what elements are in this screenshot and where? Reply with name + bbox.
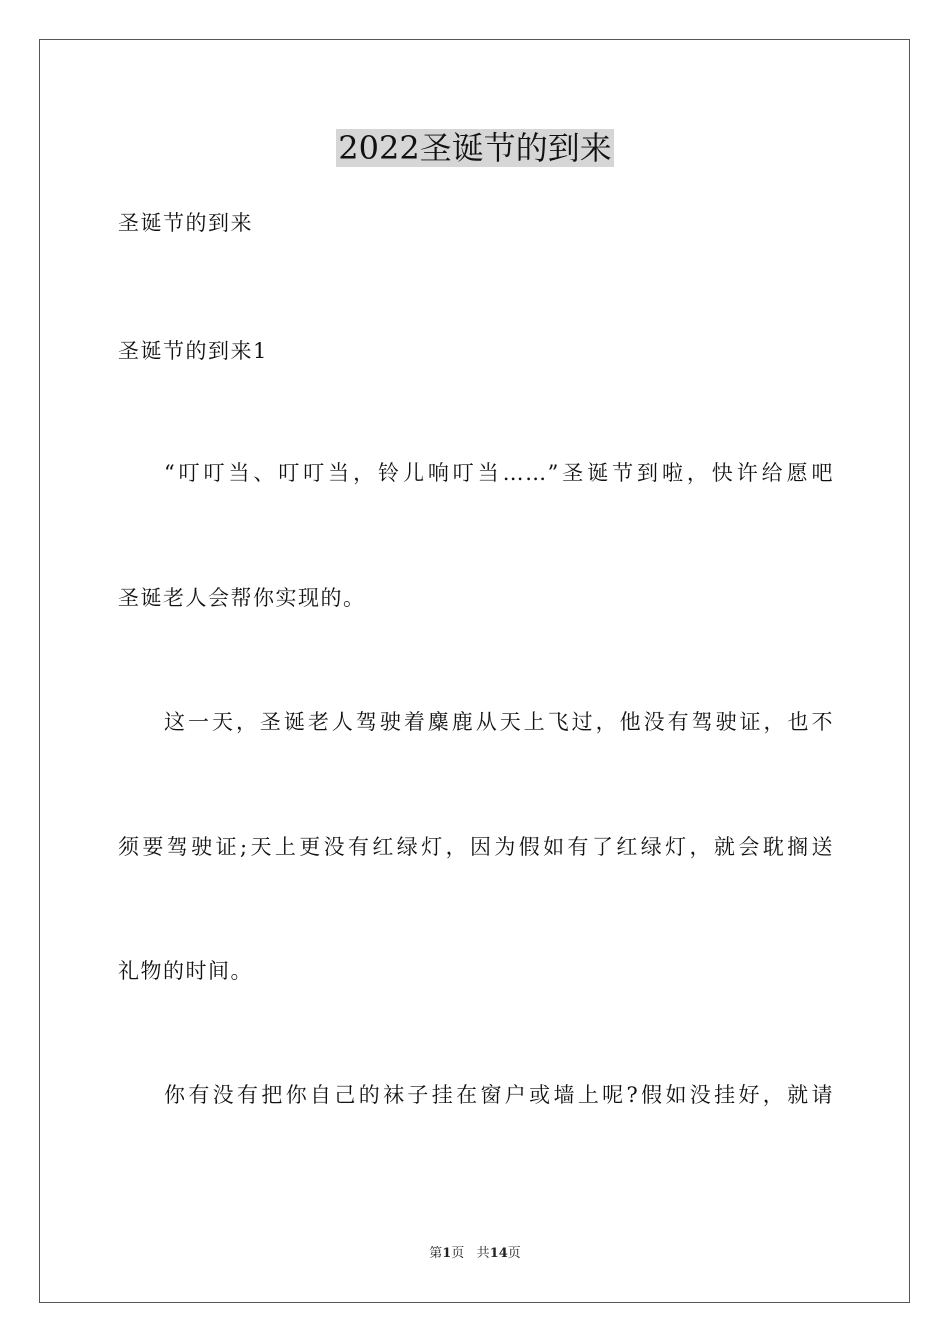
text-line-paragraph-2: 这一天，圣诞老人驾驶着麋鹿从天上飞过，他没有驾驶证，也不 (164, 710, 834, 734)
page-footer (0, 1245, 950, 1263)
footer-page-total: 14 (489, 1246, 508, 1261)
text-line-section-heading: 圣诞节的到来1 (118, 339, 268, 363)
footer-page-current: 1 (442, 1246, 452, 1261)
footer-page-prefix: 第 (429, 1246, 443, 1261)
document-title (0, 126, 950, 170)
document-title-text: 2022圣诞节的到来 (338, 129, 612, 167)
text-line-paragraph-1-cont: 圣诞老人会帮你实现的。 (118, 586, 366, 610)
text-line-subtitle: 圣诞节的到来 (118, 211, 253, 235)
footer-page-suffix: 页 (451, 1246, 465, 1261)
footer-total-prefix: 共 (476, 1246, 490, 1261)
footer-total-suffix: 页 (507, 1246, 521, 1261)
text-line-paragraph-3: 你有没有把你自己的袜子挂在窗户或墙上呢?假如没挂好，就请 (164, 1083, 834, 1107)
text-line-paragraph-2-cont: 须要驾驶证;天上更没有红绿灯，因为假如有了红绿灯，就会耽搁送 (118, 835, 834, 859)
text-line-paragraph-2-end: 礼物的时间。 (118, 959, 253, 983)
text-line-paragraph-1: “叮叮当、叮叮当，铃儿响叮当……”圣诞节到啦，快许给愿吧 (164, 461, 834, 485)
